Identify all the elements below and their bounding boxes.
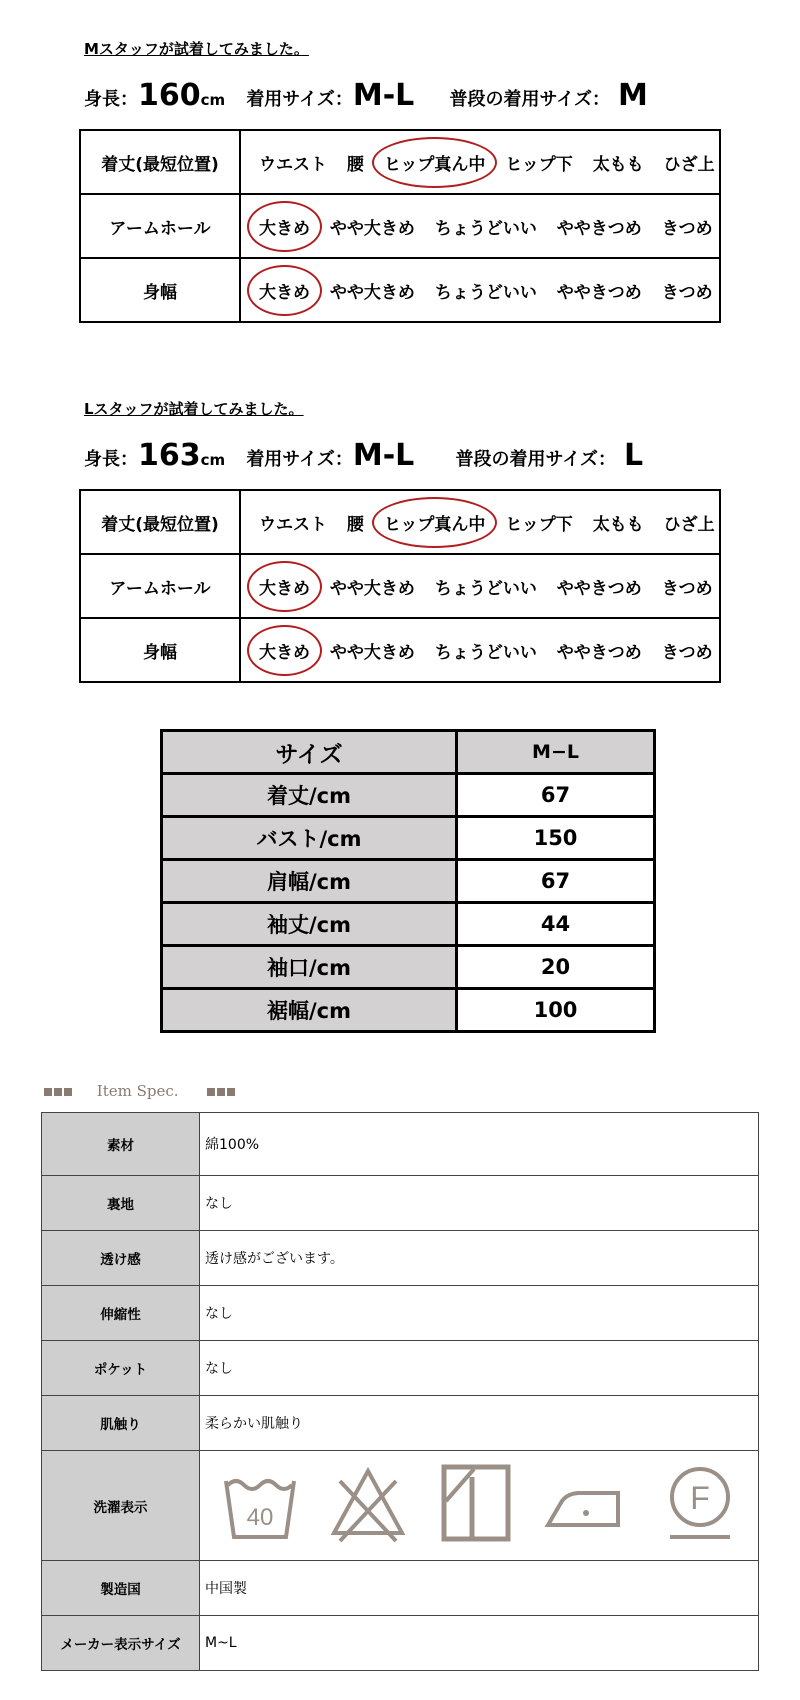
- fit-row-length: [80, 490, 720, 554]
- fit-option: やや大きめ: [329, 282, 415, 303]
- fit-options: [240, 618, 720, 682]
- spec-label: 製造国: [42, 1561, 200, 1616]
- square-bullet-icon: [207, 1088, 215, 1096]
- fit-option: ちょうどいい: [434, 578, 537, 599]
- spec-label: 伸縮性: [42, 1286, 200, 1341]
- fit-options: [240, 258, 720, 322]
- fit-row-label: 身幅: [80, 618, 240, 682]
- fit-option: ややきつめ: [556, 642, 642, 663]
- fit-option: きつめ: [661, 642, 713, 663]
- fit-option-selected: 大きめ: [259, 214, 310, 239]
- spec-value: 透け感がございます。: [200, 1231, 759, 1286]
- fit-row-label: 着丈(最短位置): [80, 130, 240, 194]
- size-table-header: [162, 731, 655, 774]
- fit-row-label: 着丈(最短位置): [80, 490, 240, 554]
- fit-option-selected: ヒップ真ん中: [384, 510, 486, 535]
- care-symbols: [200, 1451, 759, 1561]
- square-bullet-icon: [54, 1088, 62, 1096]
- m-staff-fit-table: [79, 129, 721, 323]
- spec-row: [42, 1341, 759, 1396]
- spec-label: ポケット: [42, 1341, 200, 1396]
- fit-option: ややきつめ: [556, 578, 642, 599]
- fit-options: [240, 130, 720, 194]
- fit-row-label: アームホール: [80, 194, 240, 258]
- spec-label: 裏地: [42, 1176, 200, 1231]
- fit-option: やや大きめ: [329, 642, 415, 663]
- fit-row-armhole: [80, 554, 720, 618]
- spec-value: 中国製: [200, 1561, 759, 1616]
- fit-options: [240, 194, 720, 258]
- fit-option: 腰: [346, 154, 364, 175]
- fit-option: ひざ上: [663, 154, 715, 175]
- size-header-value: M−L: [457, 731, 655, 774]
- size-table: [160, 729, 656, 1033]
- fit-option: ちょうどいい: [434, 282, 537, 303]
- fit-option: ややきつめ: [556, 282, 642, 303]
- spec-row: [42, 1561, 759, 1616]
- spec-label: 素材: [42, 1113, 200, 1176]
- size-row-value: 67: [457, 774, 655, 817]
- size-row: [162, 989, 655, 1032]
- size-row-label: 肩幅/cm: [162, 860, 457, 903]
- size-row: [162, 817, 655, 860]
- fit-option: 太もも: [592, 154, 644, 175]
- spec-row: [42, 1286, 759, 1341]
- l-staff-stats: 身長：163cm 着用サイズ：M-L 普段の着用サイズ： L: [84, 438, 644, 473]
- fit-option: やや大きめ: [329, 578, 415, 599]
- fit-option: ちょうどいい: [434, 642, 537, 663]
- fit-option-selected: 大きめ: [259, 638, 310, 663]
- fit-row-length: [80, 130, 720, 194]
- spec-row: [42, 1231, 759, 1286]
- fit-options: [240, 554, 720, 618]
- spec-row: [42, 1113, 759, 1176]
- spec-label: 洗濯表示: [42, 1451, 200, 1561]
- fit-row-width: [80, 258, 720, 322]
- spec-value: なし: [200, 1341, 759, 1396]
- fit-option: ややきつめ: [556, 218, 642, 239]
- item-spec-heading: Item Spec.: [44, 1082, 237, 1100]
- spec-label: 透け感: [42, 1231, 200, 1286]
- fit-option: ちょうどいい: [434, 218, 537, 239]
- l-staff-fit-table: [79, 489, 721, 683]
- fit-option: 太もも: [592, 514, 644, 535]
- size-row: [162, 774, 655, 817]
- spec-value: M~L: [200, 1616, 759, 1671]
- size-row-value: 44: [457, 903, 655, 946]
- size-row-value: 67: [457, 860, 655, 903]
- fit-row-label: アームホール: [80, 554, 240, 618]
- fit-option: ひざ上: [663, 514, 715, 535]
- wash-tub-40-icon: [220, 1463, 300, 1543]
- square-bullet-icon: [64, 1088, 72, 1096]
- spec-row-wash: [42, 1451, 759, 1561]
- size-row-label: バスト/cm: [162, 817, 457, 860]
- fit-row-label: 身幅: [80, 258, 240, 322]
- spec-row: [42, 1396, 759, 1451]
- square-bullet-icon: [44, 1088, 52, 1096]
- l-staff-title: Lスタッフが試着してみました。: [84, 400, 304, 418]
- spec-label: メーカー表示サイズ: [42, 1616, 200, 1671]
- fit-row-width: [80, 618, 720, 682]
- svg-text:F: F: [690, 1480, 710, 1516]
- fit-option-selected: ヒップ真ん中: [384, 150, 486, 175]
- no-bleach-icon: [328, 1463, 408, 1543]
- svg-text:40: 40: [246, 1504, 274, 1531]
- fit-option: ウエスト: [259, 514, 327, 535]
- drip-dry-shade-icon: [436, 1463, 516, 1543]
- spec-value: 綿100%: [200, 1113, 759, 1176]
- fit-option: ヒップ下: [505, 514, 573, 535]
- fit-option: きつめ: [661, 218, 713, 239]
- m-staff-title: Mスタッフが試着してみました。: [84, 40, 309, 58]
- size-row-label: 袖口/cm: [162, 946, 457, 989]
- spec-row: [42, 1176, 759, 1231]
- fit-row-armhole: [80, 194, 720, 258]
- fit-option: ウエスト: [259, 154, 327, 175]
- size-row-label: 裾幅/cm: [162, 989, 457, 1032]
- size-row: [162, 946, 655, 989]
- spec-label: 肌触り: [42, 1396, 200, 1451]
- spec-value: なし: [200, 1286, 759, 1341]
- fit-option-selected: 大きめ: [259, 278, 310, 303]
- size-row-label: 袖丈/cm: [162, 903, 457, 946]
- fit-option-selected: 大きめ: [259, 574, 310, 599]
- iron-low-icon: [542, 1463, 628, 1543]
- spec-value: なし: [200, 1176, 759, 1231]
- size-row-value: 150: [457, 817, 655, 860]
- size-row: [162, 903, 655, 946]
- fit-option: 腰: [346, 514, 364, 535]
- fit-options: [240, 490, 720, 554]
- spec-row: [42, 1616, 759, 1671]
- fit-option: きつめ: [661, 578, 713, 599]
- square-bullet-icon: [217, 1088, 225, 1096]
- spec-value: 柔らかい肌触り: [200, 1396, 759, 1451]
- fit-option: ヒップ下: [505, 154, 573, 175]
- item-spec-table: [41, 1112, 759, 1671]
- size-header-label: サイズ: [162, 731, 457, 774]
- m-staff-stats: 身長：160cm 着用サイズ：M-L 普段の着用サイズ： M: [84, 78, 648, 113]
- size-row-value: 20: [457, 946, 655, 989]
- size-row-value: 100: [457, 989, 655, 1032]
- dry-clean-f-icon: [660, 1463, 740, 1543]
- size-row: [162, 860, 655, 903]
- square-bullet-icon: [227, 1088, 235, 1096]
- size-row-label: 着丈/cm: [162, 774, 457, 817]
- fit-option: やや大きめ: [329, 218, 415, 239]
- fit-option: きつめ: [661, 282, 713, 303]
